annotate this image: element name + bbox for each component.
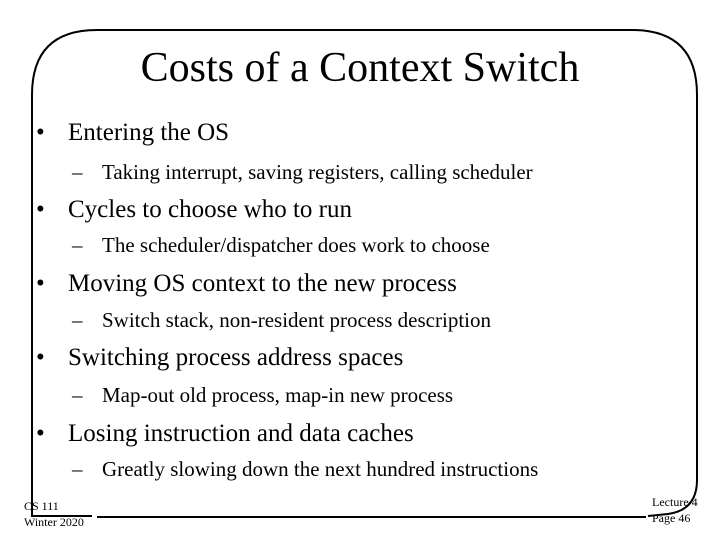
page-number: Page 46 bbox=[652, 511, 691, 525]
bullet-item: • Switching process address spaces bbox=[36, 344, 404, 371]
dash-icon: – bbox=[72, 160, 83, 184]
bullet-dot-icon: • bbox=[36, 270, 45, 297]
sub-bullet-item: – Switch stack, non-resident process description bbox=[72, 308, 491, 332]
sub-bullet-item: – The scheduler/dispatcher does work to choose bbox=[72, 233, 490, 257]
dash-icon: – bbox=[72, 233, 83, 257]
course-label: CS 111 bbox=[24, 499, 59, 513]
bullet-dot-icon: • bbox=[36, 344, 45, 371]
footer-course-info bbox=[24, 498, 84, 530]
sub-bullet-item: – Map-out old process, map-in new process bbox=[72, 383, 454, 407]
dash-icon: – bbox=[72, 457, 83, 481]
sub-bullet-item: – Taking interrupt, saving registers, calling scheduler bbox=[72, 160, 533, 184]
bullet-dot-icon: • bbox=[36, 119, 45, 146]
bullet-item: • Losing instruction and data caches bbox=[36, 420, 414, 447]
dash-icon: – bbox=[72, 383, 83, 407]
term-label: Winter 2020 bbox=[24, 515, 84, 529]
bullet-dot-icon: • bbox=[36, 420, 45, 447]
lecture-label: Lecture 4 bbox=[652, 495, 698, 509]
dash-icon: – bbox=[72, 308, 83, 332]
slide-title: Costs of a Context Switch bbox=[140, 45, 580, 91]
bullet-item: • Cycles to choose who to run bbox=[36, 196, 352, 223]
bullet-item: • Entering the OS bbox=[36, 119, 230, 146]
sub-bullet-item: – Greatly slowing down the next hundred instructions bbox=[72, 457, 539, 481]
footer-page-info bbox=[652, 494, 698, 526]
bullet-item: • Moving OS context to the new process bbox=[36, 270, 457, 297]
bullet-dot-icon: • bbox=[36, 196, 45, 223]
